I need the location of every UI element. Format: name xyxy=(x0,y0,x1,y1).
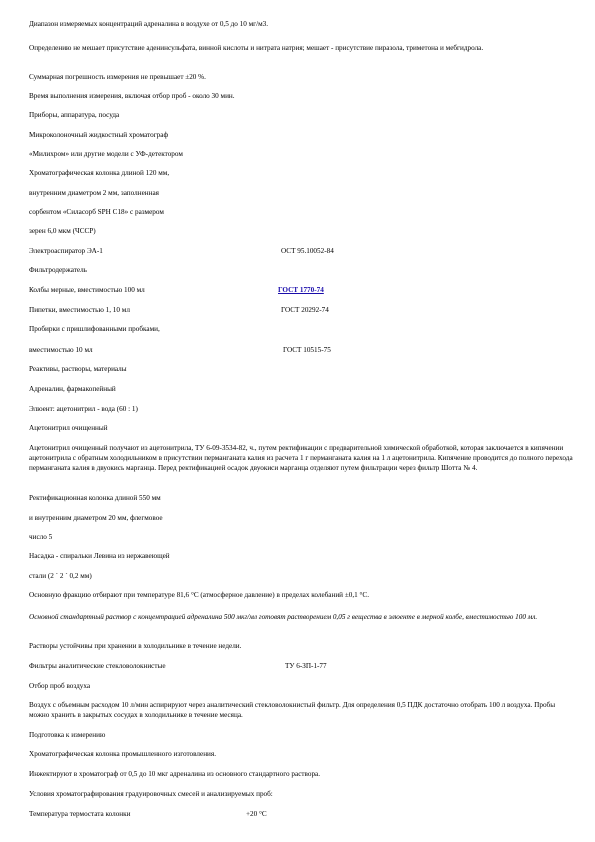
preparation-heading: Подготовка к измерению xyxy=(29,731,106,739)
acetonitrile-paragraph: Ацетонитрил очищенный получают из ацетонитрила, ТУ 6-09-3534-82, ч., путем ректификации с предварительной химической обработкой, которая заключается в кипячении ацетонитрила с обратным холодильником в присутствии перманганата калия из расчета 1 г перманганата калия на 1 л ацетонитрила. Кипячение проводится до полного перехода перманганата калия в двуокись марганца. Перед ректификацией осадок двуокиси марганца отделяют путем фильтрации через фильтр Шотта № 4. xyxy=(29,444,573,472)
column-line-3: число 5 xyxy=(29,533,53,541)
packing-line-1: Насадка - спиральки Левина из нержавеющей xyxy=(29,552,170,560)
equipment-line-6: зерен 6,0 мкм (ЧССР) xyxy=(29,227,96,235)
column-line-1: Ректификационная колонка длиной 550 мм xyxy=(29,494,161,502)
fraction-paragraph: Основную фракцию отбирают при температуре 81,6 °С (атмосферное давление) в пределах колебаний ±0,1 °С. xyxy=(29,591,370,599)
preparation-line-2: Инжектируют в хроматограф от 0,5 до 10 мкг адреналина из основного стандартного раствора. xyxy=(29,770,321,778)
filters-name: Фильтры аналитические стекловолокнистые xyxy=(29,662,166,670)
filter-holder: Фильтродержатель xyxy=(29,266,87,274)
time-paragraph: Время выполнения измерения, включая отбор проб - около 30 мин. xyxy=(29,92,235,100)
aspirator-name: Электроаспиратор ЭА-1 xyxy=(29,247,103,255)
conditions-line: Условия хроматографирования градуировочных смесей и анализируемых проб: xyxy=(29,790,273,798)
tubes-line-2: вместимостью 10 мл xyxy=(29,346,93,354)
equipment-heading: Приборы, аппаратура, посуда xyxy=(29,111,120,119)
filters-standard: ТУ 6-ЗП-1-77 xyxy=(285,662,327,670)
range-paragraph: Диапазон измеряемых концентраций адреналина в воздухе от 0,5 до 10 мг/м3. xyxy=(29,20,269,28)
equipment-line-3: Хроматографическая колонка длиной 120 мм, xyxy=(29,169,170,177)
sampling-paragraph: Воздух с объемным расходом 10 л/мин аспирируют через аналитический стекловолокнистый фильтр. Для определения 0,5 ПДК достаточно отобрать 100 л воздуха. Пробы можно хранить в закрытых сосудах в холодильнике в течение месяца. xyxy=(29,701,556,719)
aspirator-standard: ОСТ 95.10052-84 xyxy=(281,247,334,255)
column-line-2: и внутренним диаметром 20 мм, флегмовое xyxy=(29,514,163,522)
reagents-heading: Реактивы, растворы, материалы xyxy=(29,365,127,373)
flasks-standard-link[interactable]: ГОСТ 1770-74 xyxy=(278,286,324,294)
stability-paragraph: Растворы устойчивы при хранении в холодильнике в течение недели. xyxy=(29,642,242,650)
sampling-heading: Отбор проб воздуха xyxy=(29,682,91,690)
error-paragraph: Суммарная погрешность измерения не превышает ±20 %. xyxy=(29,73,206,81)
adrenaline-reagent: Адреналин, фармакопейный xyxy=(29,385,116,393)
temperature-value: +20 °С xyxy=(246,810,267,818)
equipment-line-5: сорбентом «Силасорб SPH C18» с размером xyxy=(29,208,164,216)
flasks-name: Колбы мерные, вместимостью 100 мл xyxy=(29,286,145,294)
pipettes-standard: ГОСТ 20292-74 xyxy=(281,306,329,314)
packing-line-2: стали (2 ´ 2 ´ 0,2 мм) xyxy=(29,572,92,580)
pipettes-name: Пипетки, вместимостью 1, 10 мл xyxy=(29,306,130,314)
equipment-line-1: Микроколоночный жидкостный хроматограф xyxy=(29,131,169,139)
tubes-standard: ГОСТ 10515-75 xyxy=(283,346,331,354)
equipment-line-2: «Милихром» или другие модели с УФ-детектором xyxy=(29,150,183,158)
equipment-line-4: внутренним диаметром 2 мм, заполненная xyxy=(29,189,159,197)
stock-solution-paragraph: Основной стандартный раствор с концентрацией адреналина 500 мкг/мл готовят растворением 0,05 г вещества в элюенте в мерной колбе, вместимостью 100 мл. xyxy=(29,613,538,621)
selectivity-paragraph: Определению не мешает присутствие аденинсульфата, винной кислоты и нитрата натрия; мешает - присутствие пиразола, триметона и мебгидрола. xyxy=(29,44,484,52)
eluent-line: Элюент: ацетонитрил - вода (60 : 1) xyxy=(29,405,138,413)
preparation-line-1: Хроматографическая колонка промышленного изготовления. xyxy=(29,750,216,758)
acetonitrile-heading: Ацетонитрил очищенный xyxy=(29,424,108,432)
temperature-label: Температура термостата колонки xyxy=(29,810,131,818)
tubes-line-1: Пробирки с пришлифованными пробками, xyxy=(29,325,160,333)
